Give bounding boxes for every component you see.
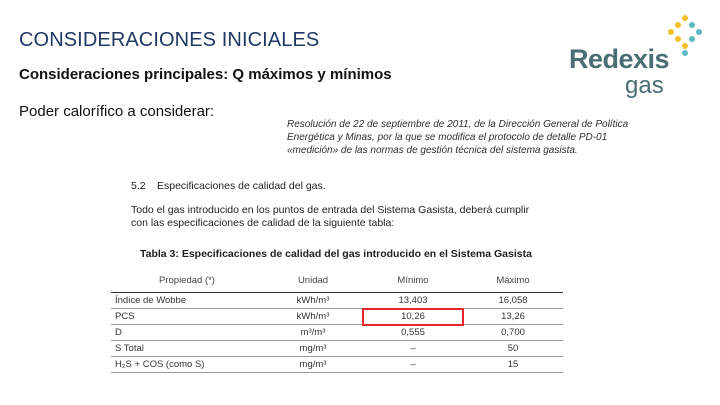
header-property: Propiedad (*) <box>111 268 263 293</box>
table-row <box>111 325 563 341</box>
header-max: Máximo <box>463 268 563 293</box>
header-min: Mínimo <box>363 268 463 293</box>
cell-max: 50 <box>463 341 563 357</box>
redexis-cross-icon <box>665 14 705 58</box>
redexis-logo <box>569 14 709 100</box>
cell-property: S Total <box>111 341 263 357</box>
cell-unit: mg/m³ <box>263 357 363 373</box>
cell-property: PCS <box>111 309 263 325</box>
table-row <box>111 293 563 309</box>
section-heading <box>131 180 326 192</box>
cell-max: 0,700 <box>463 325 563 341</box>
cell-property: D <box>111 325 263 341</box>
logo-wordmark: Redexis <box>569 44 670 74</box>
cell-unit: kWh/m³ <box>263 309 363 325</box>
paragraph-line: con las especificaciones de calidad de la siguiente tabla: <box>131 217 395 229</box>
cell-min: – <box>363 341 463 357</box>
logo-subword: gas <box>625 72 664 99</box>
table-caption: Tabla 3: Especificaciones de calidad del gas introducido en el Sistema Gasista <box>140 248 532 260</box>
cell-max: 15 <box>463 357 563 373</box>
cell-unit: m³/m³ <box>263 325 363 341</box>
section-title: Especificaciones de calidad del gas. <box>157 180 326 192</box>
cell-unit: kWh/m³ <box>263 293 363 309</box>
resolution-line: «medición» de las normas de gestión técnica del sistema gasista. <box>287 145 578 156</box>
cell-max: 16,058 <box>463 293 563 309</box>
cell-min: 13,403 <box>363 293 463 309</box>
cell-min: – <box>363 357 463 373</box>
table-row <box>111 309 563 325</box>
resolution-line: Energética y Minas, por la que se modifica el protocolo de detalle PD-01 <box>287 132 608 143</box>
slide-subtitle: Consideraciones principales: Q máximos y mínimos <box>19 66 392 83</box>
resolution-line: Resolución de 22 de septiembre de 2011, de la Dirección General de Política <box>287 119 629 130</box>
gas-quality-table <box>111 268 563 373</box>
cell-max: 13,26 <box>463 309 563 325</box>
paragraph-line: Todo el gas introducido en los puntos de entrada del Sistema Gasista, deberá cumplir <box>131 204 530 216</box>
slide-title: CONSIDERACIONES INICIALES <box>19 29 320 51</box>
table-row <box>111 341 563 357</box>
resolution-excerpt <box>287 118 667 157</box>
cell-property: H₂S + COS (como S) <box>111 357 263 373</box>
section-paragraph <box>131 204 576 230</box>
cell-min-highlighted: 10,26 <box>363 309 463 325</box>
header-unit: Unidad <box>263 268 363 293</box>
cell-unit: mg/m³ <box>263 341 363 357</box>
calorific-label: Poder calorífico a considerar: <box>19 103 215 120</box>
table-header-row <box>111 268 563 293</box>
table-row <box>111 357 563 373</box>
cell-min: 0,555 <box>363 325 463 341</box>
section-number: 5.2 <box>131 180 146 192</box>
cell-property: Índice de Wobbe <box>111 293 263 309</box>
